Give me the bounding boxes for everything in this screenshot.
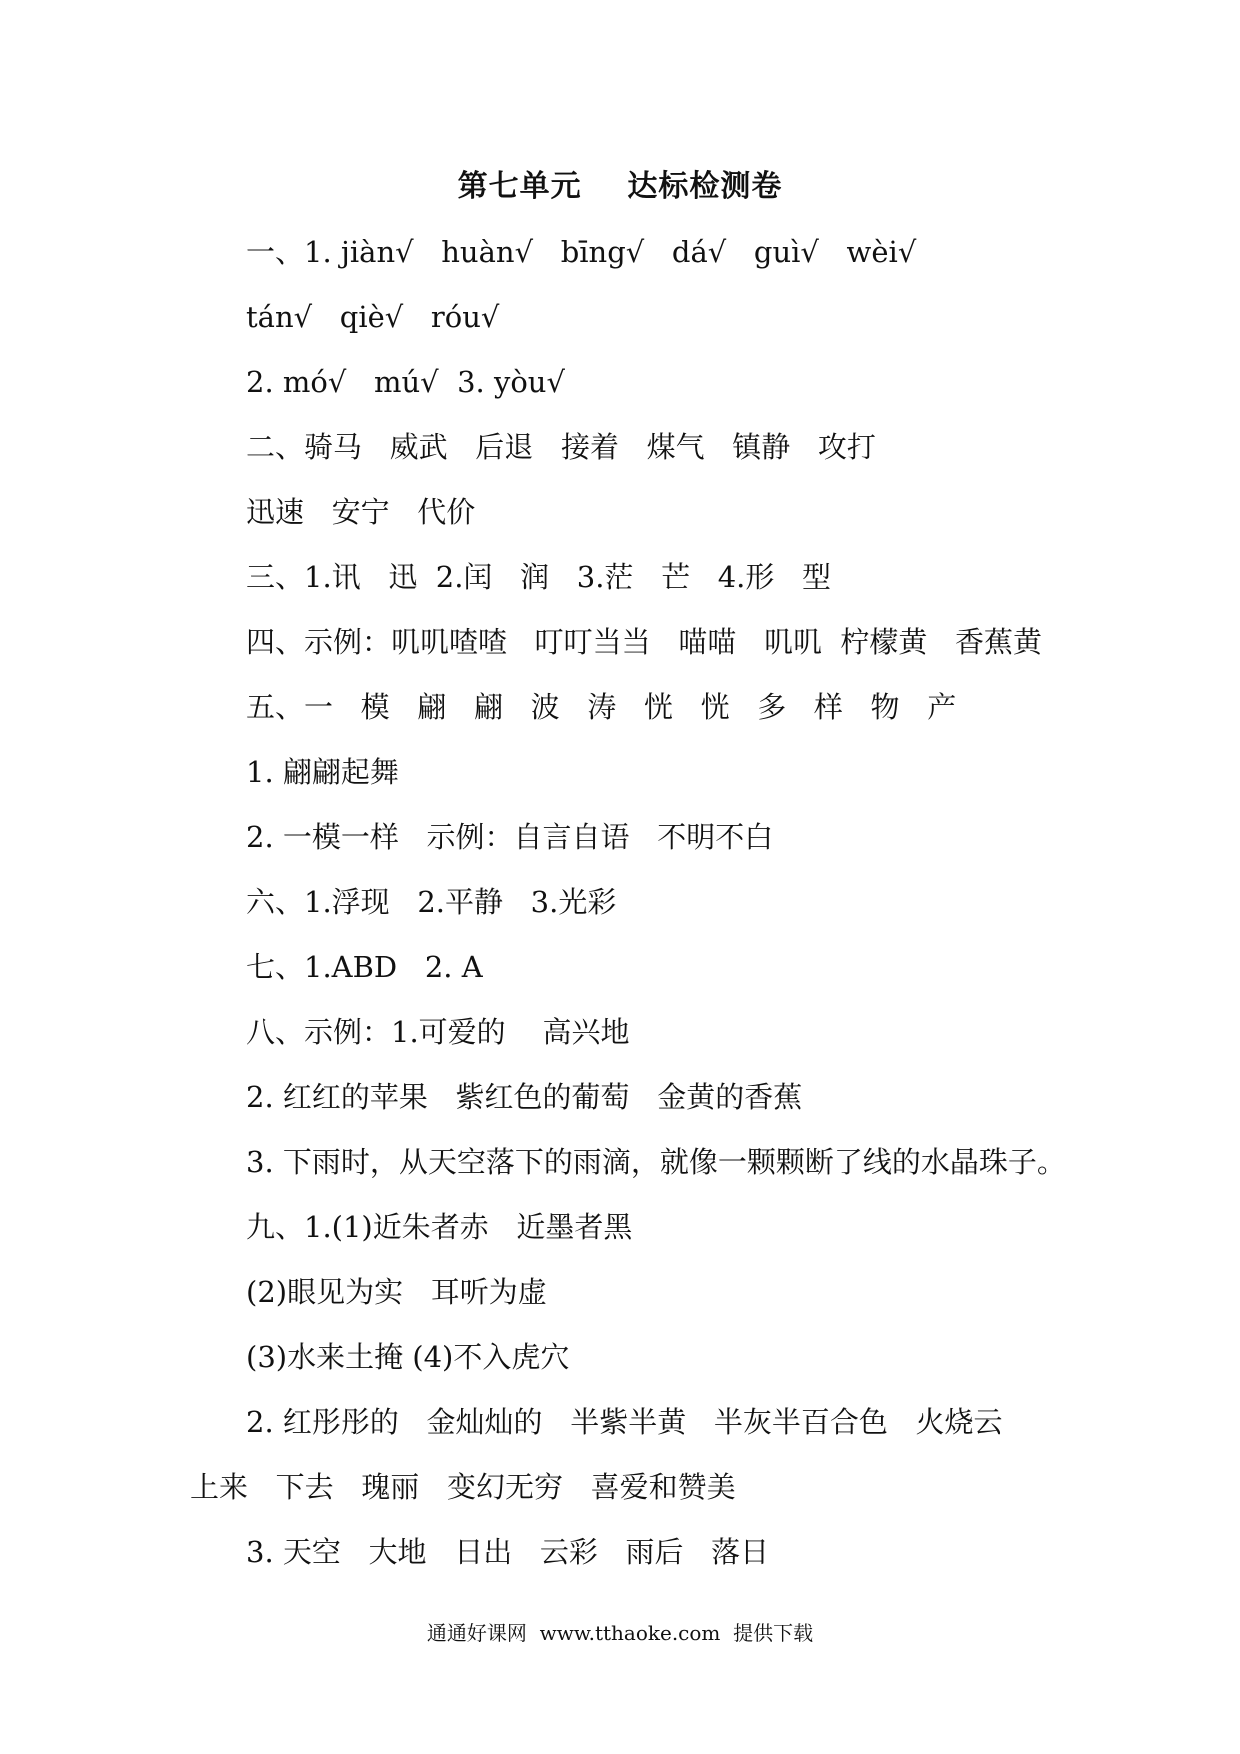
answer-line: 2. 红彤彤的 金灿灿的 半紫半黄 半灰半百合色 火烧云	[246, 1405, 1003, 1439]
answer-line: 四、示例：叽叽喳喳 叮叮当当 喵喵 叽叽 柠檬黄 香蕉黄	[246, 625, 1043, 659]
answer-line: 八、示例：1.可爱的 高兴地	[246, 1015, 630, 1049]
answer-line: (2)眼见为实 耳听为虚	[246, 1275, 547, 1309]
answer-line: 2. mó√ mú√ 3. yòu√	[246, 365, 565, 399]
answer-line: tán√ qiè√ róu√	[246, 300, 500, 334]
answer-line: 二、骑马 威武 后退 接着 煤气 镇静 攻打	[246, 430, 876, 464]
answer-line: 3. 下雨时，从天空落下的雨滴，就像一颗颗断了线的水晶珠子。	[246, 1145, 1066, 1179]
answer-line: 六、1.浮现 2.平静 3.光彩	[246, 885, 617, 919]
answer-line: 三、1.讯 迅 2.闰 润 3.茫 芒 4.形 型	[246, 560, 832, 594]
answer-line: 九、1.(1)近朱者赤 近墨者黑	[246, 1210, 633, 1244]
answer-line: 1. 翩翩起舞	[246, 755, 399, 789]
answer-line: 2. 一模一样 示例：自言自语 不明不白	[246, 820, 774, 854]
answer-line: 2. 红红的苹果 紫红色的葡萄 金黄的香蕉	[246, 1080, 803, 1114]
answer-line: 3. 天空 大地 日出 云彩 雨后 落日	[246, 1535, 770, 1569]
answer-line: 七、1.ABD 2. A	[246, 950, 483, 984]
footer-source: 通通好课网 www.tthaoke.com 提供下载	[426, 1621, 814, 1645]
answer-line: 上来 下去 瑰丽 变幻无穷 喜爱和赞美	[190, 1470, 736, 1504]
answer-line: (3)水来土掩 (4)不入虎穴	[246, 1340, 570, 1374]
answer-line: 迅速 安宁 代价	[246, 495, 476, 529]
page-title: 第七单元 达标检测卷	[457, 169, 783, 204]
answer-line: 一、1. jiàn√ huàn√ bīng√ dá√ guì√ wèi√	[246, 235, 917, 269]
answer-line: 五、一 模 翩 翩 波 涛 恍 恍 多 样 物 产	[246, 690, 957, 724]
